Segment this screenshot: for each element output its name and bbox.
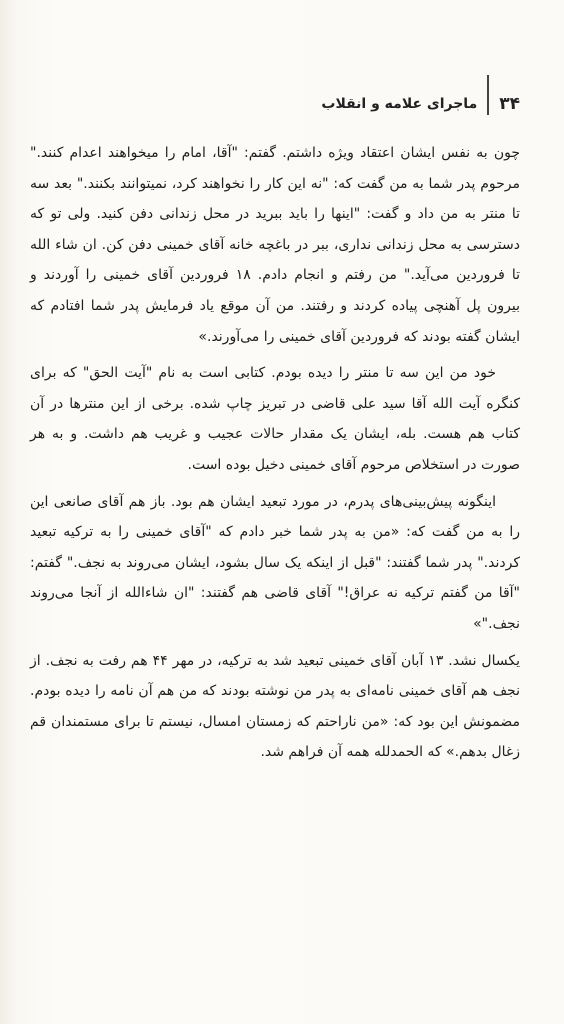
book-title: ماجرای علامه و انقلاب <box>321 96 478 112</box>
page-body-text <box>30 138 520 774</box>
paragraph-3: اینگونه پیش‌بینی‌های پدرم، در مورد تبعید ایشان هم بود. باز هم آقای صانعی این را به من گفت که: «من به پدر شما خبر دادم که "آقای خمینی را به ترکیه تبعید کردند." پدر شما گفتند: "قبل از اینکه یک سال بشود، ایشان می‌روند به نجف." گفتم: "آقا من گفتم ترکیه نه عراق!" آقای قاضی هم گفتند: "ان شاءالله از آنجا می‌روند نجف."» <box>30 493 520 632</box>
page-number: ۳۴ <box>499 94 520 114</box>
paragraph-1: چون به نفس ایشان اعتقاد ویژه داشتم. گفتم: "آقا، امام را میخواهند اعدام کنند." مرحوم پدر شما به من گفت که: "نه این کار را نخواهند کرد، نمیتوانند بکنند." بعد سه تا منتر به من داد و گفت: "اینها را باید ببرید در محل زندانی دفن کنید. ولی تو که دسترسی به محل زندانی نداری، ببر در باغچه خانه آقای خمینی دفن کن. ان شاء الله تا فروردین می‌آید." من رفتم و انجام دادم. ۱۸ فروردین آقای خمینی را آوردند و بیرون پل آهنچی پیاده کردند و رفتند. من آن موقع یاد فرمایش پدر شما افتادم که ایشان گفته بودند که فروردین آقای خمینی را می‌آورند.» <box>30 145 521 345</box>
running-header <box>300 82 520 126</box>
header-divider <box>487 75 489 115</box>
paragraph-2: خود من این سه تا منتر را دیده بودم. کتابی است به نام "آیت الحق" که برای کنگره آیت الله آقا سید علی قاضی در تبریز چاپ شده. برخی از این منترها در آن کتاب هم هست. بله، ایشان یک مقدار حالات عجیب و غریب هم داشت. و به هر صورت در استخلاص مرحوم آقای خمینی دخیل بوده است. <box>30 365 520 473</box>
paragraph-4: یکسال نشد. ۱۳ آبان آقای خمینی تبعید شد به ترکیه، در مهر ۴۴ هم رفت به نجف. از نجف هم آقای خمینی نامه‌ای به پدر من نوشته بودند که من هم آن نامه را دیده بودم. مضمونش این بود که: «من ناراحتم که زمستان امسال، نیستم تا برای مستمندان قم زغال بدهم.» که الحمدلله همه آن فراهم شد. <box>30 652 520 761</box>
